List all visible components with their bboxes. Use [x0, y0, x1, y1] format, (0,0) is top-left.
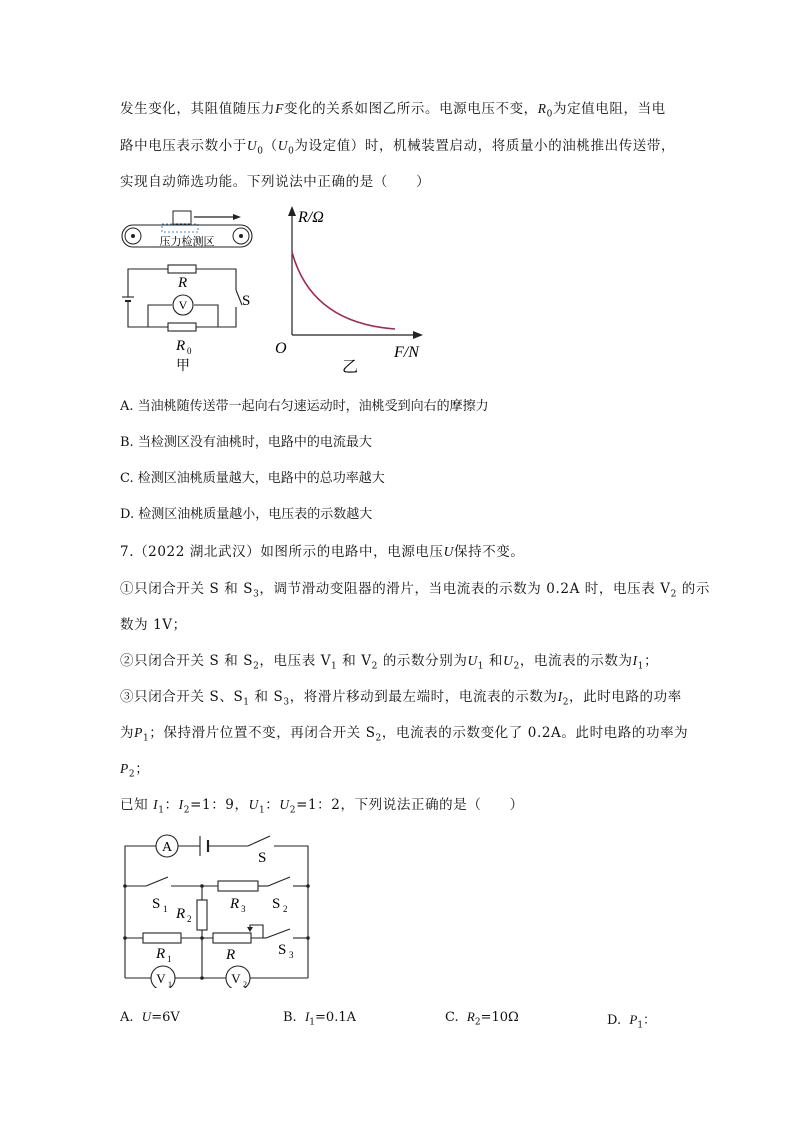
switch-S3-sub: 3 [289, 950, 294, 960]
figure-yi-caption: 乙 [341, 357, 359, 375]
origin-label: O [275, 340, 287, 357]
y-axis-arrow [288, 206, 296, 216]
switch-S2-label: S [272, 896, 281, 912]
resistor-R1-label: R [156, 946, 166, 962]
q7-step-1-cont: 数为 1V； [120, 617, 187, 633]
q7-step-3: ③只闭合开关 S、$S_1$ 和 $S_3$，将滑片移动到最左端时，电流表的示数为$I_2$，此时电路的功率 [120, 689, 682, 708]
q7-option-d[interactable] [607, 1009, 656, 1031]
q6-option-d[interactable] [120, 503, 372, 522]
voltmeter-label: V [178, 298, 188, 312]
option-letter: D. [120, 507, 135, 522]
q7-known: 已知 $I_1$：$I_2=1$：9，$U_1$：$U_2=1$：2，下列说法正确的是（ ） [120, 797, 524, 816]
resistor-R [168, 265, 196, 273]
q6-line-1 [120, 97, 666, 120]
subscript: 0 [288, 146, 295, 157]
r-f-curve [292, 252, 395, 329]
conveyor-belt [122, 211, 252, 248]
option-var: R [466, 1009, 475, 1024]
switch-S2-blade [268, 877, 290, 886]
switch-S1-blade [146, 877, 168, 886]
option-text: ： [643, 1013, 657, 1028]
resistor-R1-sub: 1 [167, 954, 172, 964]
q6-text: （ [263, 138, 278, 154]
q6-line-2 [120, 134, 675, 157]
option-text: =0.1A [315, 1010, 356, 1025]
q7-option-c[interactable] [445, 1009, 519, 1028]
q6-line-3: 实现自动筛选功能。下列说法中正确的是（ ） [120, 174, 431, 190]
arrow-head [233, 214, 241, 220]
resistor-R2 [197, 900, 207, 930]
q6-text: 为设定值）时，机械装置启动，将质量小的油桃推出传送带， [294, 138, 676, 154]
var-R0: R [537, 101, 547, 116]
switch-S1-label: S [152, 896, 161, 912]
var-U0: U [246, 138, 258, 153]
q6-option-a[interactable] [120, 395, 489, 414]
rheostat-R [213, 933, 251, 943]
subscript: 0 [257, 146, 264, 157]
switch-S2-sub: 2 [283, 904, 288, 914]
ammeter-label: A [161, 840, 173, 855]
switch-S-blade [248, 836, 270, 846]
option-sub: 1 [637, 1020, 644, 1031]
q6-option-c[interactable] [120, 467, 385, 486]
q7-step-3-end: $P_2$； [120, 761, 150, 780]
option-letter: A. [120, 1010, 134, 1025]
switch-S-label: S [242, 293, 251, 309]
q7-text: 7.（2022 湖北武汉）如图所示的电路中，电源电压 [120, 544, 444, 560]
q6-option-b[interactable] [120, 431, 372, 450]
option-letter: C. [120, 471, 134, 486]
option-letter: C. [445, 1010, 459, 1025]
option-text: 检测区油桃质量越大，电路中的总功率越大 [137, 471, 385, 486]
q6-text: 路中电压表示数小于 [120, 138, 247, 154]
peach-box [173, 211, 191, 224]
detection-zone-label: 压力检测区 [159, 235, 215, 248]
switch-S1-sub: 1 [163, 904, 168, 914]
resistor-R-label: R [178, 275, 188, 291]
q7-step-1: ①只闭合开关 S 和 $S_3$，调节滑动变阻器的滑片，当电流表的示数为 0.2A 时，电压表 $V_2$ 的示 [120, 581, 710, 600]
roller-left-axle [131, 234, 135, 238]
resistor-R0 [168, 323, 196, 331]
option-letter: D. [607, 1013, 622, 1028]
resistor-R0-sub: 0 [187, 346, 192, 356]
x-axis-label: F/N [394, 344, 419, 361]
option-var: U [141, 1009, 152, 1024]
option-var: P [629, 1012, 638, 1027]
q7-text: 保持不变。 [454, 544, 525, 560]
voltmeter-V1-label: V [156, 971, 166, 986]
var-U0: U [277, 138, 289, 153]
option-text: 当检测区没有油桃时，电路中的电流最大 [137, 435, 372, 450]
resistor-R2-label: R [176, 906, 186, 922]
q6-text: 为定值电阻，当电 [552, 101, 666, 117]
y-axis-label: R/Ω [298, 209, 324, 226]
voltmeter-V1-sub: 1 [168, 980, 172, 988]
resistor-R3-label: R [230, 896, 240, 912]
figure-jia-caption: 甲 [176, 358, 190, 374]
option-letter: A. [120, 399, 134, 414]
q6-text: 变化的关系如图乙所示。电源电压不变， [283, 101, 538, 117]
resistor-R3-sub: 3 [241, 904, 246, 914]
option-text: =10Ω [480, 1010, 519, 1025]
figure-q7-circuit [118, 828, 318, 988]
option-text: 当油桃随传送带一起向右匀速运动时，油桃受到向右的摩擦力 [137, 399, 489, 414]
switch-S-label: S [258, 850, 267, 866]
switch-S3-label: S [278, 942, 287, 958]
option-text: =6V [151, 1010, 180, 1025]
resistor-R1 [143, 933, 181, 943]
subscript: 0 [546, 109, 553, 120]
q7-step-3-cont: 为$P_1$；保持滑片位置不变，再闭合开关 $S_2$，电流表的示数变化了 0.2A。此时电路的功率为 [120, 725, 689, 744]
rheostat-slider [250, 925, 263, 938]
var-F: F [275, 101, 284, 116]
q6-text: 发生变化，其阻值随压力 [120, 101, 276, 117]
resistor-R0-label: R [176, 338, 186, 354]
option-sub: 2 [474, 1017, 481, 1028]
q7-option-b[interactable] [283, 1009, 356, 1028]
figure-yi [270, 200, 430, 375]
voltmeter-V2-label: V [231, 971, 241, 986]
var-U: U [443, 544, 454, 559]
q7-step-2: ②只闭合开关 S 和 $S_2$，电压表 $V_1$ 和 $V_2$ 的示数分别为$U_1$ 和$U_2$，电流表的示数为$I_1$； [120, 653, 659, 672]
resistor-R3 [218, 881, 258, 891]
slider-arrow [247, 927, 253, 932]
option-text: 检测区油桃质量越小，电压表的示数越大 [138, 507, 373, 522]
roller-right-axle [239, 234, 243, 238]
q7-option-a[interactable] [120, 1009, 180, 1028]
resistor-R2-sub: 2 [187, 914, 192, 924]
switch-S3-blade [266, 929, 290, 938]
rheostat-R-label: R [226, 947, 236, 963]
option-var: I [304, 1009, 310, 1024]
option-letter: B. [283, 1010, 297, 1025]
option-sub: 1 [309, 1017, 316, 1028]
figure-jia [118, 205, 268, 375]
voltmeter-V2-sub: 2 [243, 980, 247, 988]
q7-intro [120, 540, 525, 560]
x-axis-arrow [413, 331, 423, 339]
option-letter: B. [120, 435, 134, 450]
